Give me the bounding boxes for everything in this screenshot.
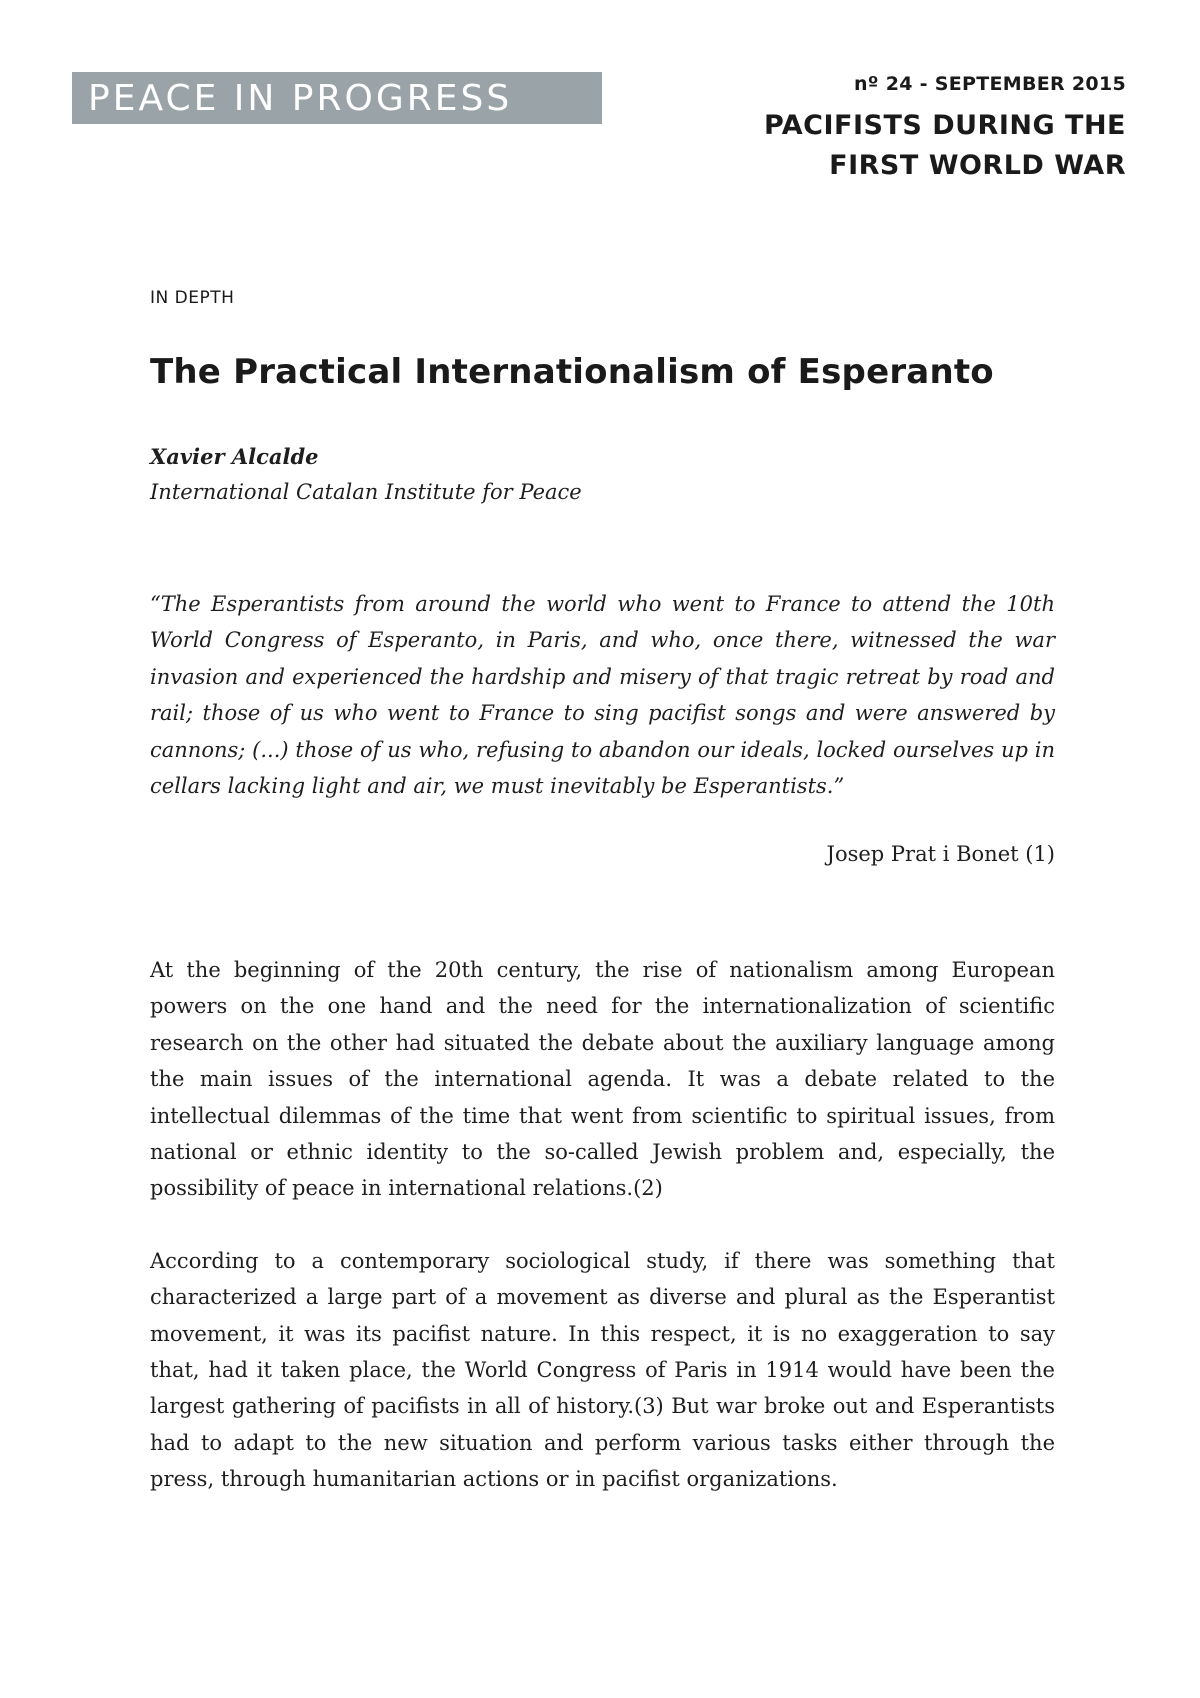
body-paragraph: At the beginning of the 20th century, the rise of nationalism among European powers on the one hand and the need for the internationalization of scientific research on the other had situated the debate about the auxiliary language among the main issues of the international agenda. It was a debate related to the intellectual dilemmas of the time that went from scientific to spiritual issues, from national or ethnic identity to the so-called Jewish problem and, especially, the possibility of peace in international relations.(2) xyxy=(150,958,1055,1201)
body-paragraph: According to a contemporary sociological study, if there was something that characterized a large part of a movement as diverse and plural as the Esperantist movement, it was its pacifist nature. In this respect, it is no exaggeration to say that, had it taken place, the World Congress of Paris in 1914 would have been the largest gathering of pacifists in all of history.(3) But war broke out and Esperantists had to adapt to the new situation and perform various tasks either through the press, through humanitarian actions or in pacifist organizations. xyxy=(150,1248,1055,1492)
issue-number: nº 24 - SEPTEMBER 2015 xyxy=(853,73,1126,95)
author-name: Xavier Alcalde xyxy=(150,444,319,469)
issue-theme-line-1: PACIFISTS DURING THE xyxy=(763,110,1126,141)
article-title: The Practical Internationalism of Esperanto xyxy=(150,352,994,392)
issue-info xyxy=(764,72,1126,186)
epigraph-quote: “The Esperantists from around the world who went to France to attend the 10th World Congress of Esperanto, in Paris, and who, once there, witnessed the war invasion and experienced the hardship and misery of that tragic retreat by road and rail; those of us who went to France to sing pacifist songs and were answered by cannons; (...) those of us who, refusing to abandon our ideals, locked ourselves up in cellars lacking light and air, we must inevitably be Esperantists.” xyxy=(150,592,1055,799)
issue-theme xyxy=(764,106,1126,186)
quote-attribution: Josep Prat i Bonet (1) xyxy=(826,842,1055,866)
publication-title: PEACE IN PROGRESS xyxy=(88,78,513,119)
article-body xyxy=(150,952,1055,1534)
masthead-banner xyxy=(72,72,602,124)
author-affiliation: International Catalan Institute for Peace xyxy=(150,480,582,504)
section-label: IN DEPTH xyxy=(150,288,235,308)
issue-theme-line-2: FIRST WORLD WAR xyxy=(829,150,1126,181)
